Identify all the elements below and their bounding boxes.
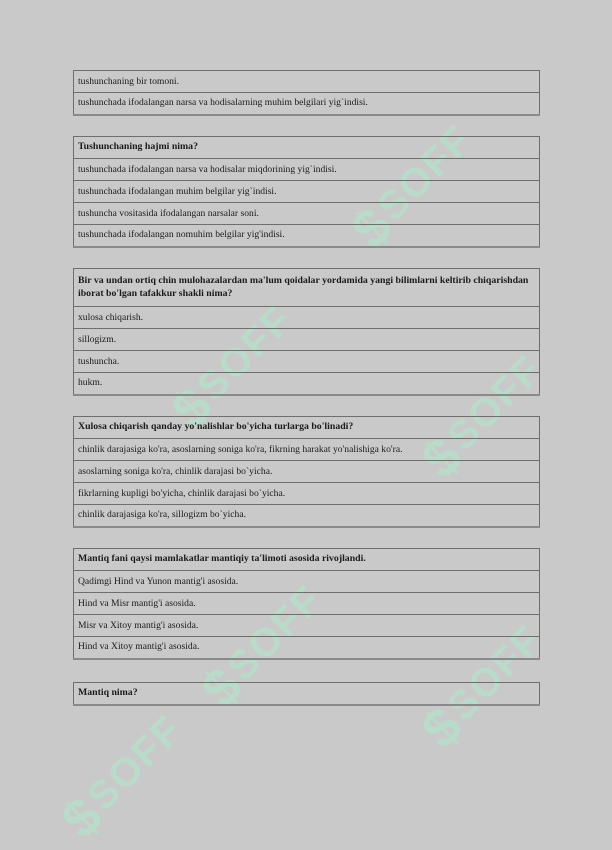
answer-row: [74, 593, 540, 615]
question-row: [74, 683, 540, 705]
watermark-logo: $SOFF: [50, 707, 192, 850]
answer-option: sillogizm.: [74, 329, 540, 351]
answer-option: tushunchada ifodalangan narsa va hodisalar miqdorining yig`indisi.: [74, 159, 540, 181]
question-text: Xulosa chiqarish qanday yo'nalishlar bo'yicha turlarga bo'linadi?: [74, 417, 540, 439]
question-row: [74, 269, 540, 307]
answer-row: [74, 439, 540, 461]
answer-row: [74, 307, 540, 329]
answer-option: Hind va Misr mantig'i asosida.: [74, 593, 540, 615]
answer-row: [74, 637, 540, 659]
question-text: Mantiq nima?: [74, 683, 540, 705]
answer-row: [74, 461, 540, 483]
answer-option: tushunchada ifodalangan nomuhim belgilar yig'indisi.: [74, 225, 540, 247]
answer-option: tushunchaning bir tomoni.: [74, 71, 540, 93]
question-text: Tushunchaning hajmi nima?: [74, 137, 540, 159]
answer-option: tushuncha vositasida ifodalangan narsalar soni.: [74, 203, 540, 225]
question-table: [73, 682, 540, 706]
watermark-logo: $SOFF: [190, 577, 332, 720]
answer-option: Hind va Xitoy mantig'i asosida.: [74, 637, 540, 659]
question-text: Mantiq fani qaysi mamlakatlar mantiqiy ta'limoti asosida rivojlandi.: [74, 549, 540, 571]
answer-option: fikrlarning kupligi bo'yicha, chinlik darajasi bo`yicha.: [74, 483, 540, 505]
question-table: [73, 268, 540, 396]
watermark-logo: $SOFF: [410, 617, 552, 760]
answer-option: chinlik darajasiga ko'ra, sillogizm bo`yicha.: [74, 505, 540, 527]
answer-option: Misr va Xitoy mantig'i asosida.: [74, 615, 540, 637]
answer-row: [74, 181, 540, 203]
question-table: [73, 416, 540, 528]
answer-row: [74, 159, 540, 181]
answer-row: [74, 571, 540, 593]
watermark-logo: $SOFF: [160, 297, 302, 440]
answer-option: tushunchada ifodalangan muhim belgilar yig`indisi.: [74, 181, 540, 203]
question-row: [74, 549, 540, 571]
answer-option: hukm.: [74, 373, 540, 395]
question-row: [74, 417, 540, 439]
question-row: [74, 137, 540, 159]
answer-row: [74, 615, 540, 637]
watermark-logo: $SOFF: [340, 117, 482, 260]
question-table: [73, 70, 540, 116]
answer-row: [74, 483, 540, 505]
answer-row: [74, 203, 540, 225]
answer-row: [74, 329, 540, 351]
question-text: Bir va undan ortiq chin mulohazalardan ma'lum qoidalar yordamida yangi bilimlarni keltirib chiqarishdan iborat bo'lgan tafakkur shakli nima?: [74, 269, 540, 307]
answer-option: chinlik darajasiga ko'ra, asoslarning soniga ko'ra, fikrning harakat yo'nalishiga ko'ra.: [74, 439, 540, 461]
answer-row: [74, 505, 540, 527]
answer-row: [74, 373, 540, 395]
answer-option: asoslarning soniga ko'ra, chinlik darajasi bo`yicha.: [74, 461, 540, 483]
answer-row: [74, 93, 540, 115]
answer-option: xulosa chiqarish.: [74, 307, 540, 329]
answer-row: [74, 225, 540, 247]
answer-option: tushunchada ifodalangan narsa va hodisalarning muhim belgilari yig`indisi.: [74, 93, 540, 115]
question-table: [73, 548, 540, 660]
answer-option: tushuncha.: [74, 351, 540, 373]
answer-option: Qadimgi Hind va Yunon mantig'i asosida.: [74, 571, 540, 593]
watermark-logo: $SOFF: [410, 347, 552, 490]
question-table: [73, 136, 540, 248]
answer-row: [74, 351, 540, 373]
answer-row: [74, 71, 540, 93]
